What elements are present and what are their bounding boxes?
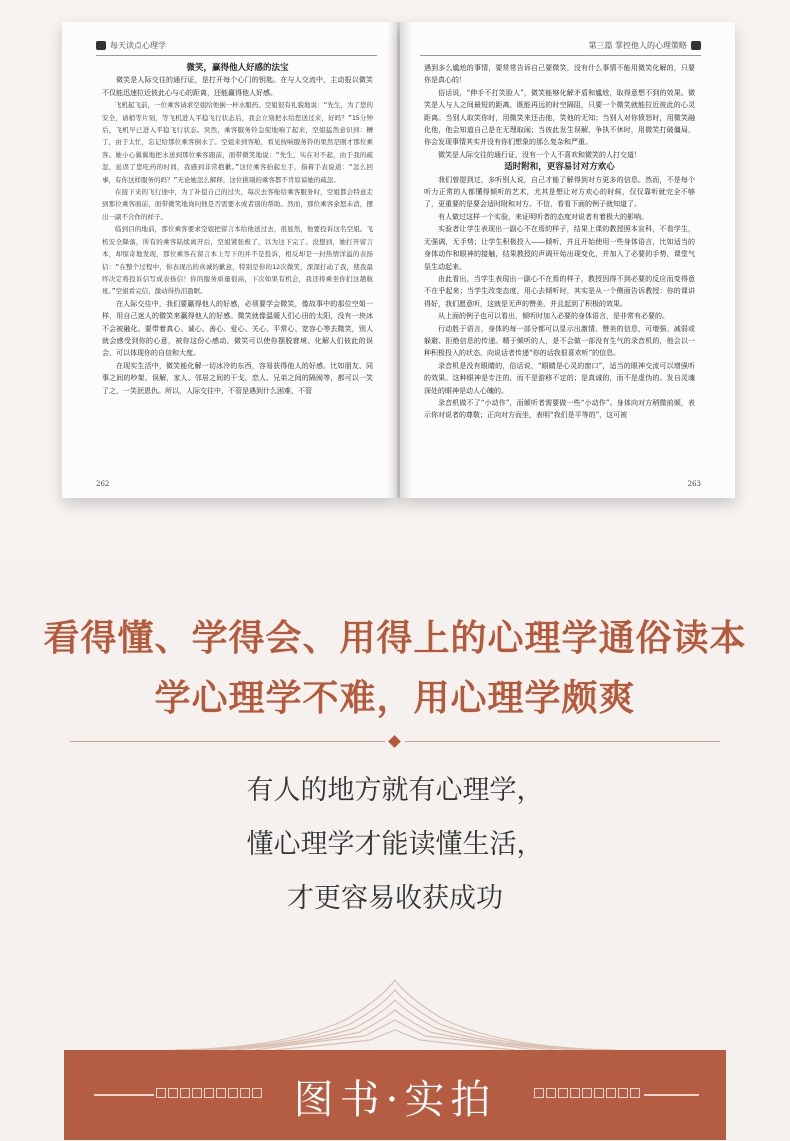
book-logo-icon [691, 41, 701, 50]
headline-line-2: 学心理学不难，用心理学颇爽 [154, 678, 636, 719]
right-page [400, 22, 735, 498]
body-text-line-3: 才更容易收获成功 [287, 883, 503, 914]
right-page-content [424, 62, 695, 468]
header-rule [420, 55, 701, 56]
open-book [62, 22, 742, 498]
right-paragraph: 录音机做不了“小动作”，而倾听者需要做一些“小动作”。身体向对方稍微前倾，表示你对说者的尊敬；正向对方而坐，表明“我们是平等的”，这可被 [424, 398, 695, 420]
book-logo-icon [96, 41, 106, 50]
left-page-content [102, 62, 373, 468]
left-paragraph: 在人际交往中，我们要赢得他人的好感，必须要学会微笑，像故事中的那位空姐一样，用自己迷人的微笑来赢得他人的好感。微笑就像温暖人们心田的太阳，没有一块冰不会被融化。要带着真心、诚心、善心、爱心、关心、平常心、宽容心等去微笑，别人就会感受到你的心意，被你这份心感动。微笑可以使你摆脱窘境、化解人们彼此的误会，可以体现你的自信和大度。 [102, 299, 373, 358]
right-paragraph: 实验者让学生表现出一副心不在焉的样子，结果上课的教授照本宣科，不看学生，无强调，无手势；让学生积极投入——倾听，并且开始使用一些身体语言，比如适当的身体动作和眼神的接触，结果教授的声调开始出现变化，并加入了必要的手势，课堂气氛生动起来。 [424, 225, 695, 271]
left-section-title: 微笑，赢得他人好感的法宝 [186, 63, 289, 73]
left-paragraph: 在现实生活中，微笑能化解一切冰冷的东西，容易获得他人的好感。比如朋友、同事之间的吵架、误解，家人、邻居之间的干戈，恋人、兄弟之间的隔阂等，都可以一笑了之，一笑泯恩仇。所以，人际交往中，不管是遇到什么困难，不管 [102, 361, 373, 395]
right-paragraph: 从上面的例子也可以看出，倾听时加入必要的身体语言，是非常有必要的。 [438, 312, 669, 321]
book-spine-shadow [388, 22, 412, 498]
left-running-head-text: 每天读点心理学 [110, 41, 166, 50]
left-page [62, 22, 397, 498]
book-photo-area [0, 0, 790, 560]
ornamental-divider [70, 732, 720, 752]
promo-section [0, 560, 790, 1141]
left-running-head [96, 40, 166, 51]
divider-line [70, 741, 385, 742]
divider-line [405, 741, 720, 742]
right-paragraph: 俗话说，“伸手不打笑脸人”，微笑能够化解矛盾和尴尬，取得意想不到的效果。微笑是人与人之间最短的距离，既能再远的时空隔阻，只要一个微笑就能拉近彼此的心灵距离。当别人取笑你时，用微笑来还击他，笑他的无知；当别人对你愤怒时，用微笑融化他，他会知道自己是在无理取闹；当彼此发生误解，争执不休时，用微笑打破僵局，你会发现事情其实并没有你们想象的那么复杂和严重。 [424, 88, 695, 147]
right-running-head-text: 第三篇 掌控他人的心理策略 [588, 41, 687, 50]
right-paragraph: 我们曾提到过，多听别人说，自己才能了解得到对方更多的信息。然而，不是每个听力正常的人都懂得倾听的艺术，尤其是想让对方欢心的时候，仅仅靠听就完全不够了，更重要的是要会适时附和对方。不信，看看下面的例子就知道了。 [424, 175, 695, 209]
left-quote-paragraph: 临到目的地前，那位乘客要求空姐把留言本给他送过去，很显然，他要投诉这名空姐。飞机安全降落，所有的乘客陆续离开后，空姐紧张极了，以为这下完了。没想到，她打开留言本，却惊奇地发现，那位乘客在留言本上写下的并不是投诉，相反却是一封热情洋溢的表扬信：“在整个过程中，你表现出的真诚的歉意，特别是你的12次微笑，深深打动了我，使我最终决定将投诉信写成表扬信！你的服务质量很高，下次如果有机会，我还将乘坐你们这趟航班。”空姐看完信，激动得热泪盈眶。 [102, 225, 373, 296]
banner-title: 图书·实拍 [293, 1077, 497, 1123]
right-paragraph: 微笑是人际交往的通行证，没有一个人不喜欢和微笑的人打交道！ [438, 150, 641, 159]
body-text-line-1: 有人的地方就有心理学， [246, 775, 544, 806]
photo-banner [64, 1050, 726, 1140]
left-paragraph: 微笑是人际交往的通行证，是打开每个心门的钥匙。在与人交流中，主动报以微笑不仅能迅速拉近彼此心与心的距离，还能赢得他人好感。 [102, 76, 373, 97]
headline-line-1: 看得懂、学得会、用得上的心理学通俗读本 [43, 618, 747, 659]
right-page-number: 263 [687, 480, 701, 488]
header-rule [96, 55, 377, 56]
right-paragraph: 行动胜于语言，身体的每一部分都可以显示出激情、赞美的信息，可增强、减弱或躲避、拒绝信息的传递。精于倾听的人，是不会做一部没有生气的录音机的，他会以一种积极投入的状态，向说话者传递“你的话我很喜欢听”的信息。 [424, 324, 695, 358]
right-paragraph: 由此看出，当学生表现出一副心不在焉的样子，教授因得不到必要的反应而变得意不在乎起来；当学生改变态度，用心去倾听时，其实是从一个侧面告诉教授：你的课讲得好，我们愿意听，这就是无声的赞美，并且起到了积极的效果。 [424, 274, 695, 308]
right-running-head [588, 40, 701, 51]
right-paragraph: 录音机是没有眼睛的，俗话说，“眼睛是心灵的窗口”，适当的眼神交流可以增强听的效果。这种眼神是专注的，而不是游移不定的；是真诚的，而不是虚伪的。发自灵魂深处的眼神是动人心魄的。 [424, 361, 695, 395]
right-paragraph: 有人做过这样一个实验，来证明听者的态度对说者有着极大的影响。 [438, 212, 648, 221]
mountain-lines-icon [175, 960, 615, 1052]
left-quote-paragraph: 飞机起飞前，一位乘客请求空姐给他倒一杯水服药。空姐很有礼貌地说：“先生，为了您的安全，请稍等片刻，等飞机进入平稳飞行状态后，我会立刻把水给您送过来，好吗？”15分钟后，飞机早已进入平稳飞行状态。突然，乘客服务铃急促地响了起来，空姐猛然意识到：糟了，由于太忙，忘记给那位乘客倒水了。空姐来到客舱，看见按响服务铃的果然是刚才那位乘客。她小心翼翼地把水送到那位乘客跟前，面带微笑地说：“先生，实在对不起，由于我的疏忽，延误了您吃药的时间，我感到非常抱歉。”这位乘客抬起左手，指着手表说道：“怎么回事，有你这样服务的吗？”无论她怎么解释，这位挑剔的乘客都不肯原谅她的疏忽。 [102, 101, 373, 184]
left-quote-paragraph: 在接下来的飞行途中，为了补偿自己的过失，每次去客舱给乘客服务时，空姐都会特意走到那位乘客面前，面带微笑地询问他是否需要水或者别的帮助。然而，那位乘客余怒未消，摆出一副不合作的样子。 [102, 188, 373, 221]
right-paragraph: 遇到多么尴尬的事情，要常常告诉自己要微笑，没有什么事情不能用微笑化解的，只要你是真心的！ [424, 64, 695, 85]
left-page-number: 262 [96, 480, 110, 488]
body-text-line-2: 懂心理学才能读懂生活， [246, 829, 544, 860]
divider-diamond-icon [388, 735, 401, 748]
right-section-title: 适时附和，更容易讨对方欢心 [504, 162, 615, 173]
